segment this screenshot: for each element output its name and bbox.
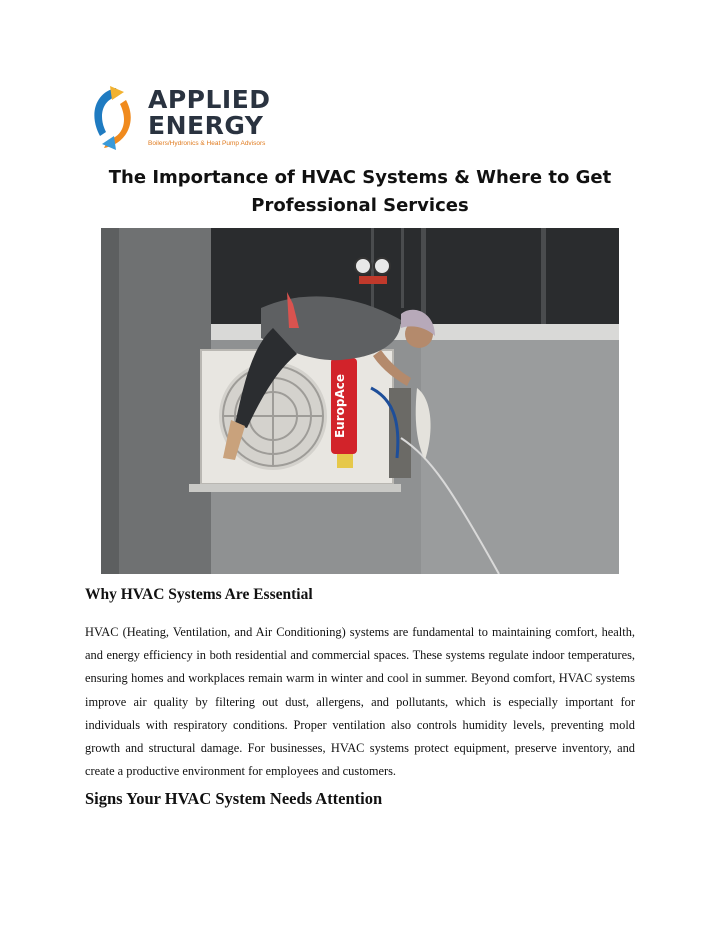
company-logo: [86, 84, 286, 154]
section-paragraph-essential: HVAC (Heating, Ventilation, and Air Conditioning) systems are fundamental to maintaining comfort, health, and energy efficiency in both residential and commercial spaces. These systems regulate indoor temperatures, ensuring homes and workplaces remain warm in winter and cool in summer. Beyond comfort, HVAC systems improve air quality by filtering out dust, allergens, and pollutants, which is especially important for individuals with respiratory conditions. Proper ventilation also controls humidity levels, preventing mold growth and structural damage. For businesses, HVAC systems protect equipment, preserve inventory, and create a productive environment for employees and customers.: [85, 625, 635, 779]
logo-text-applied: APPLIED: [148, 85, 271, 114]
logo-swirl-icon: [86, 84, 142, 152]
logo-tagline: Boilers/Hydronics & Heat Pump Advisors: [148, 140, 266, 147]
logo-text-energy: ENERGY: [148, 111, 264, 140]
hvac-technician-photo: [101, 228, 619, 574]
unit-brand-label: EuropAce: [333, 373, 347, 439]
page-title: The Importance of HVAC Systems & Where to Get Professional Services: [108, 167, 612, 216]
photo-illustration: [101, 228, 619, 574]
section-heading-attention: Signs Your HVAC System Needs Attention: [85, 789, 383, 808]
section-heading-essential: Why HVAC Systems Are Essential: [85, 586, 313, 603]
